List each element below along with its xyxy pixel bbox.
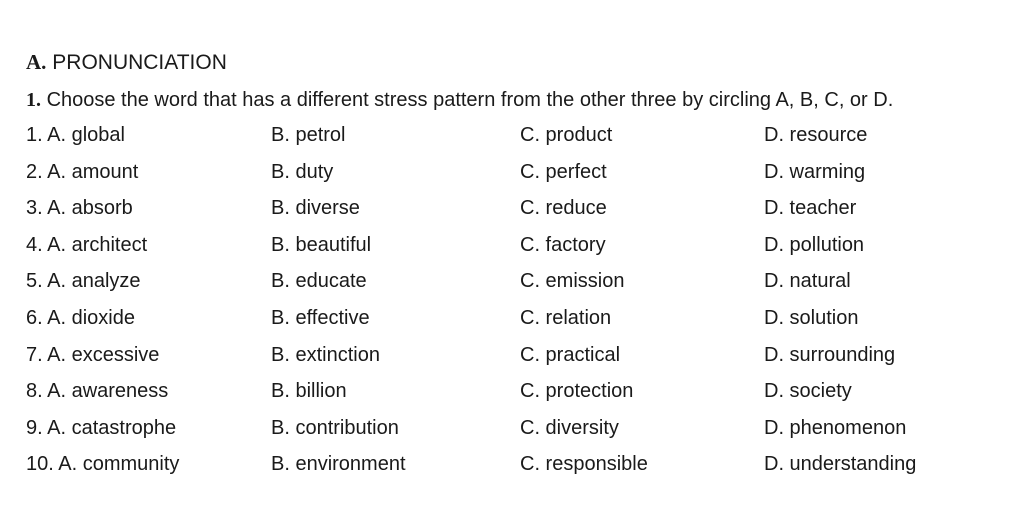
option-d[interactable]: D. surrounding: [764, 343, 896, 366]
option-d[interactable]: D. pollution: [764, 233, 865, 256]
option-c[interactable]: C. diversity: [520, 416, 619, 439]
option-b[interactable]: B. effective: [271, 306, 370, 329]
option-b[interactable]: B. educate: [271, 270, 367, 293]
option-d[interactable]: D. warming: [764, 160, 866, 183]
question-row: [26, 305, 986, 342]
option-a[interactable]: 8. A. awareness: [26, 380, 169, 403]
option-d[interactable]: D. society: [764, 380, 852, 403]
option-c[interactable]: C. factory: [520, 233, 606, 256]
option-b[interactable]: B. environment: [271, 453, 406, 476]
option-d[interactable]: D. resource: [764, 124, 868, 146]
option-b[interactable]: B. extinction: [271, 343, 380, 366]
section-title: PRONUNCIATION: [52, 51, 227, 74]
option-a[interactable]: 5. A. analyze: [26, 270, 141, 293]
option-d[interactable]: D. understanding: [764, 453, 917, 476]
option-a[interactable]: 9. A. catastrophe: [26, 416, 177, 439]
option-a[interactable]: 2. A. amount: [26, 160, 139, 183]
section-heading: [26, 50, 227, 75]
option-c[interactable]: C. product: [520, 124, 613, 146]
option-b[interactable]: B. beautiful: [271, 233, 372, 256]
option-a[interactable]: 1. A. global: [26, 124, 125, 146]
option-c[interactable]: C. relation: [520, 306, 612, 329]
question-row: [26, 122, 986, 159]
option-c[interactable]: C. emission: [520, 270, 625, 293]
option-b[interactable]: B. contribution: [271, 416, 399, 439]
question-row: [26, 342, 986, 379]
option-b[interactable]: B. petrol: [271, 124, 346, 146]
option-b[interactable]: B. duty: [271, 160, 334, 183]
option-c[interactable]: C. responsible: [520, 453, 648, 476]
option-b[interactable]: B. billion: [271, 380, 347, 403]
section-letter: A.: [26, 50, 47, 74]
option-d[interactable]: D. phenomenon: [764, 416, 907, 439]
instruction-text: Choose the word that has a different stress pattern from the other three by circling A, B, C, or D.: [46, 89, 894, 111]
question-row: [26, 232, 986, 269]
option-b[interactable]: B. diverse: [271, 197, 360, 220]
option-d[interactable]: D. teacher: [764, 197, 857, 220]
option-a[interactable]: 3. A. absorb: [26, 197, 133, 220]
question-row: [26, 195, 986, 232]
option-a[interactable]: 6. A. dioxide: [26, 306, 135, 329]
option-a[interactable]: 10. A. community: [26, 453, 180, 476]
question-row: [26, 378, 986, 415]
option-d[interactable]: D. natural: [764, 270, 851, 293]
exercise-number: 1.: [26, 89, 41, 111]
option-a[interactable]: 4. A. architect: [26, 233, 148, 256]
question-list: [26, 122, 986, 488]
question-row: [26, 159, 986, 196]
option-d[interactable]: D. solution: [764, 306, 859, 329]
option-c[interactable]: C. perfect: [520, 160, 607, 183]
option-c[interactable]: C. protection: [520, 380, 634, 403]
question-row: [26, 451, 986, 488]
option-a[interactable]: 7. A. excessive: [26, 343, 160, 366]
option-c[interactable]: C. practical: [520, 343, 621, 366]
option-c[interactable]: C. reduce: [520, 197, 607, 220]
exercise-instruction: [26, 88, 893, 112]
question-row: [26, 415, 986, 452]
question-row: [26, 268, 986, 305]
